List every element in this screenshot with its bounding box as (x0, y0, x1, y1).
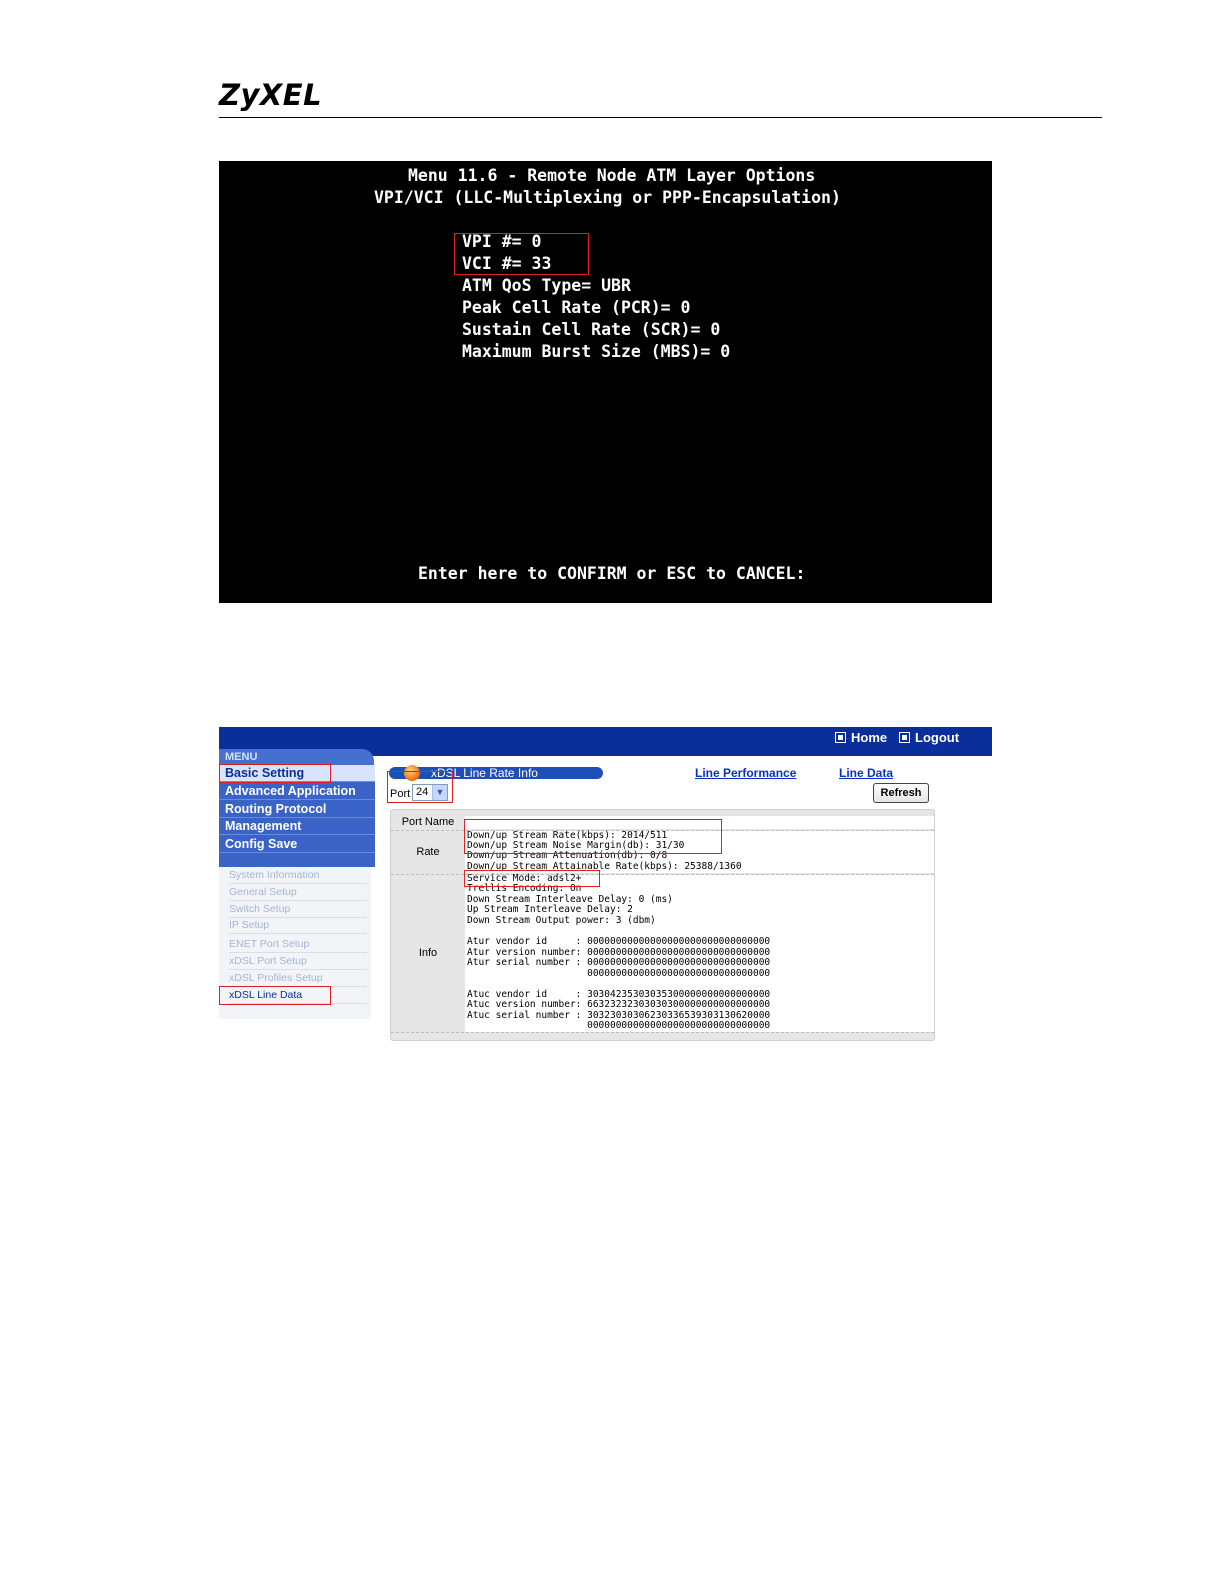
submenu-xdsl-profiles-setup[interactable]: xDSL Profiles Setup (229, 970, 367, 987)
vpi-vci-subtitle: VPI/VCI (LLC-Multiplexing or PPP-Encapsulation) (374, 188, 841, 207)
info-line: Atur serial number : 00000000000000000000000000000000 (467, 957, 771, 968)
submenu-general-setup[interactable]: General Setup (229, 884, 367, 901)
home-icon (835, 732, 846, 743)
info-line: Atuc version number: 66323232303030300000000000000000 (467, 999, 771, 1010)
submenu-xdsl-port-setup[interactable]: xDSL Port Setup (229, 953, 367, 970)
rate-label: Rate (416, 846, 440, 858)
line-performance-link[interactable]: Line Performance (695, 766, 797, 780)
info-line: Atuc serial number : 30323030306230336539303130620000 (467, 1010, 771, 1021)
menu-management[interactable]: Management (219, 818, 375, 835)
info-line: 00000000000000000000000000000000 (467, 1020, 771, 1031)
port-label: Port (390, 788, 411, 800)
port-highlight (387, 771, 453, 803)
submenu-system-information[interactable]: System Information (229, 867, 367, 884)
rate-line: Down/up Stream Attenuation(db): 0/8 (467, 850, 668, 861)
vci-field: VCI #= 33 (462, 254, 552, 273)
logout-link[interactable]: Logout (899, 730, 959, 745)
page-title: xDSL Line Rate Info (431, 766, 538, 780)
menu-title: MENU (225, 751, 258, 763)
info-line: Atur version number: 00000000000000000000000000000000 (467, 947, 771, 958)
confirm-prompt: Enter here to CONFIRM or ESC to CANCEL: (418, 564, 806, 583)
menu-title: Menu 11.6 - Remote Node ATM Layer Options (408, 166, 816, 185)
line-data-link[interactable]: Line Data (839, 766, 894, 780)
vpi-field: VPI #= 0 (462, 232, 542, 251)
xdsl-line-data-highlight (219, 986, 331, 1005)
rate-highlight (464, 819, 722, 854)
info-line: 00000000000000000000000000000000 (467, 968, 771, 979)
info-line: Atuc vendor id : 30304235303035300000000000000000 (467, 989, 771, 1000)
info-line: Service Mode: adsl2+ (467, 873, 582, 884)
row-divider (391, 1032, 934, 1033)
info-line: Down Stream Output power: 3 (dbm) (467, 915, 656, 926)
web-ui-screenshot (219, 727, 992, 1045)
submenu-ip-setup[interactable]: IP Setup (229, 917, 367, 934)
sustain-cell-rate: Sustain Cell Rate (SCR)= 0 (462, 320, 721, 339)
basic-setting-highlight (219, 764, 331, 783)
port-name-label: Port Name (401, 816, 455, 828)
header-divider (219, 117, 1102, 118)
home-link[interactable]: Home (835, 730, 887, 745)
atm-qos-type: ATM QoS Type= UBR (462, 276, 631, 295)
port-value: 24 (416, 786, 429, 798)
submenu-switch-setup[interactable]: Switch Setup (229, 901, 367, 918)
info-line: Up Stream Interleave Delay: 2 (467, 904, 633, 915)
terminal-screen (219, 161, 992, 603)
info-line: Down Stream Interleave Delay: 0 (ms) (467, 894, 673, 905)
submenu-xdsl-line-data[interactable]: xDSL Line Data (229, 987, 367, 1004)
vpi-vci-highlight (454, 233, 589, 275)
menu-advanced-application[interactable]: Advanced Application (219, 783, 375, 800)
peak-cell-rate: Peak Cell Rate (PCR)= 0 (462, 298, 691, 317)
menu-config-save[interactable]: Config Save (219, 836, 375, 853)
info-line: Trellis Encoding: On (467, 883, 582, 894)
rate-line: Down/up Stream Noise Margin(db): 31/30 (467, 840, 685, 851)
info-label: Info (418, 947, 438, 959)
menu-basic-setting[interactable]: Basic Setting (219, 765, 375, 782)
rate-line: Down/up Stream Rate(kbps): 2014/511 (467, 830, 668, 841)
logout-icon (899, 732, 910, 743)
rate-line: Down/up Stream Attainable Rate(kbps): 25388/1360 (467, 861, 742, 872)
submenu-enet-port-setup[interactable]: ENET Port Setup (229, 936, 367, 953)
zyxel-logo: ZyXEL (219, 78, 323, 112)
refresh-button[interactable]: Refresh (873, 783, 929, 803)
info-line: Atur vendor id : 00000000000000000000000000000000 (467, 936, 771, 947)
service-mode-highlight (464, 870, 600, 887)
chevron-down-icon[interactable]: ▼ (432, 785, 447, 800)
maximum-burst-size: Maximum Burst Size (MBS)= 0 (462, 342, 731, 361)
menu-routing-protocol[interactable]: Routing Protocol (219, 801, 375, 818)
